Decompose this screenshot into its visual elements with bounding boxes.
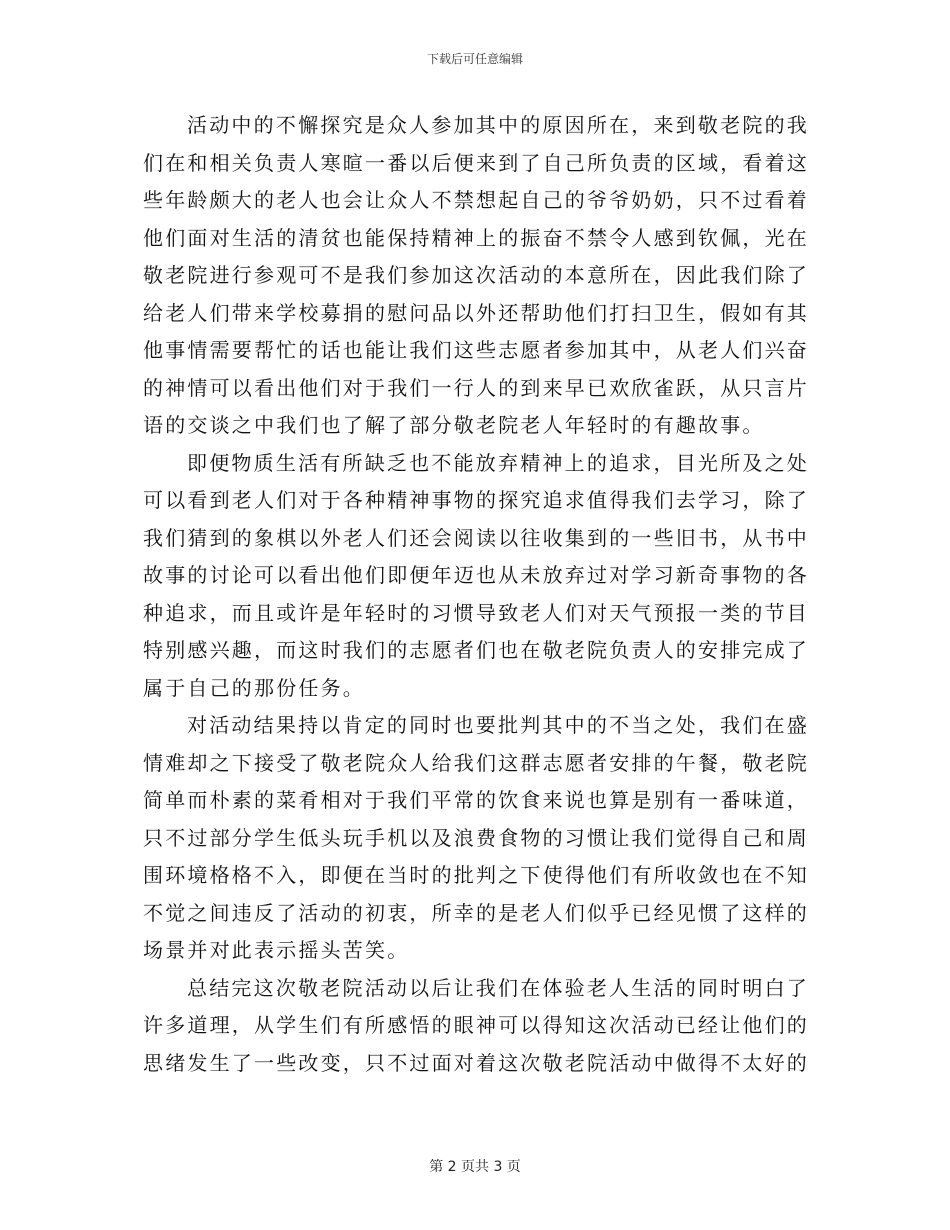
- page-header: 下载后可任意编辑: [426, 52, 523, 66]
- paragraph-3: 对活动结果持以肯定的同时也要批判其中的不当之处，我们在盛情难却之下接受了敬老院众人给我们这群志愿者安排的午餐，敬老院简单而朴素的菜肴相对于我们平常的饮食来说也算是别有一番味道，只不过部分学生低头玩手机以及浪费食物的习惯让我们觉得自己和周围环境格格不入，即便在当时的批判之下使得他们有所收敛也在不知不觉之间违反了活动的初衷，所幸的是老人们似乎已经见惯了这样的场景并对此表示摇头苦笑。: [143, 713, 809, 962]
- paragraph-2: 即便物质生活有所缺乏也不能放弃精神上的追求，目光所及之处可以看到老人们对于各种精神事物的探究追求值得我们去学习，除了我们猜到的象棋以外老人们还会阅读以往收集到的一些旧书，从书中故事的讨论可以看出他们即便年迈也从未放弃过对学习新奇事物的各种追求，而且或许是年轻时的习惯导致老人们对天气预报一类的节目特别感兴趣，而这时我们的志愿者们也在敬老院负责人的安排完成了属于自己的那份任务。: [143, 450, 809, 700]
- document-body: [143, 107, 809, 1082]
- paragraph-1: 活动中的不懈探究是众人参加其中的原因所在，来到敬老院的我们在和相关负责人寒暄一番以后便来到了自己所负责的区域，看着这些年龄颇大的老人也会让众人不禁想起自己的爷爷奶奶，只不过看着他们面对生活的清贫也能保持精神上的振奋不禁令人感到钦佩，光在敬老院进行参观可不是我们参加这次活动的本意所在，因此我们除了给老人们带来学校募捐的慰问品以外还帮助他们打扫卫生，假如有其他事情需要帮忙的话也能让我们这些志愿者参加其中，从老人们兴奋的神情可以看出他们对于我们一行人的到来早已欢欣雀跃，从只言片语的交谈之中我们也了解了部分敬老院老人年轻时的有趣故事。: [143, 113, 809, 437]
- paragraph-4: 总结完这次敬老院活动以后让我们在体验老人生活的同时明白了许多道理，从学生们有所感悟的眼神可以得知这次活动已经让他们的思绪发生了一些改变，只不过面对着这次敬老院活动中做得不太好的: [143, 975, 809, 1075]
- page-footer: 第 2 页共 3 页: [429, 1159, 521, 1175]
